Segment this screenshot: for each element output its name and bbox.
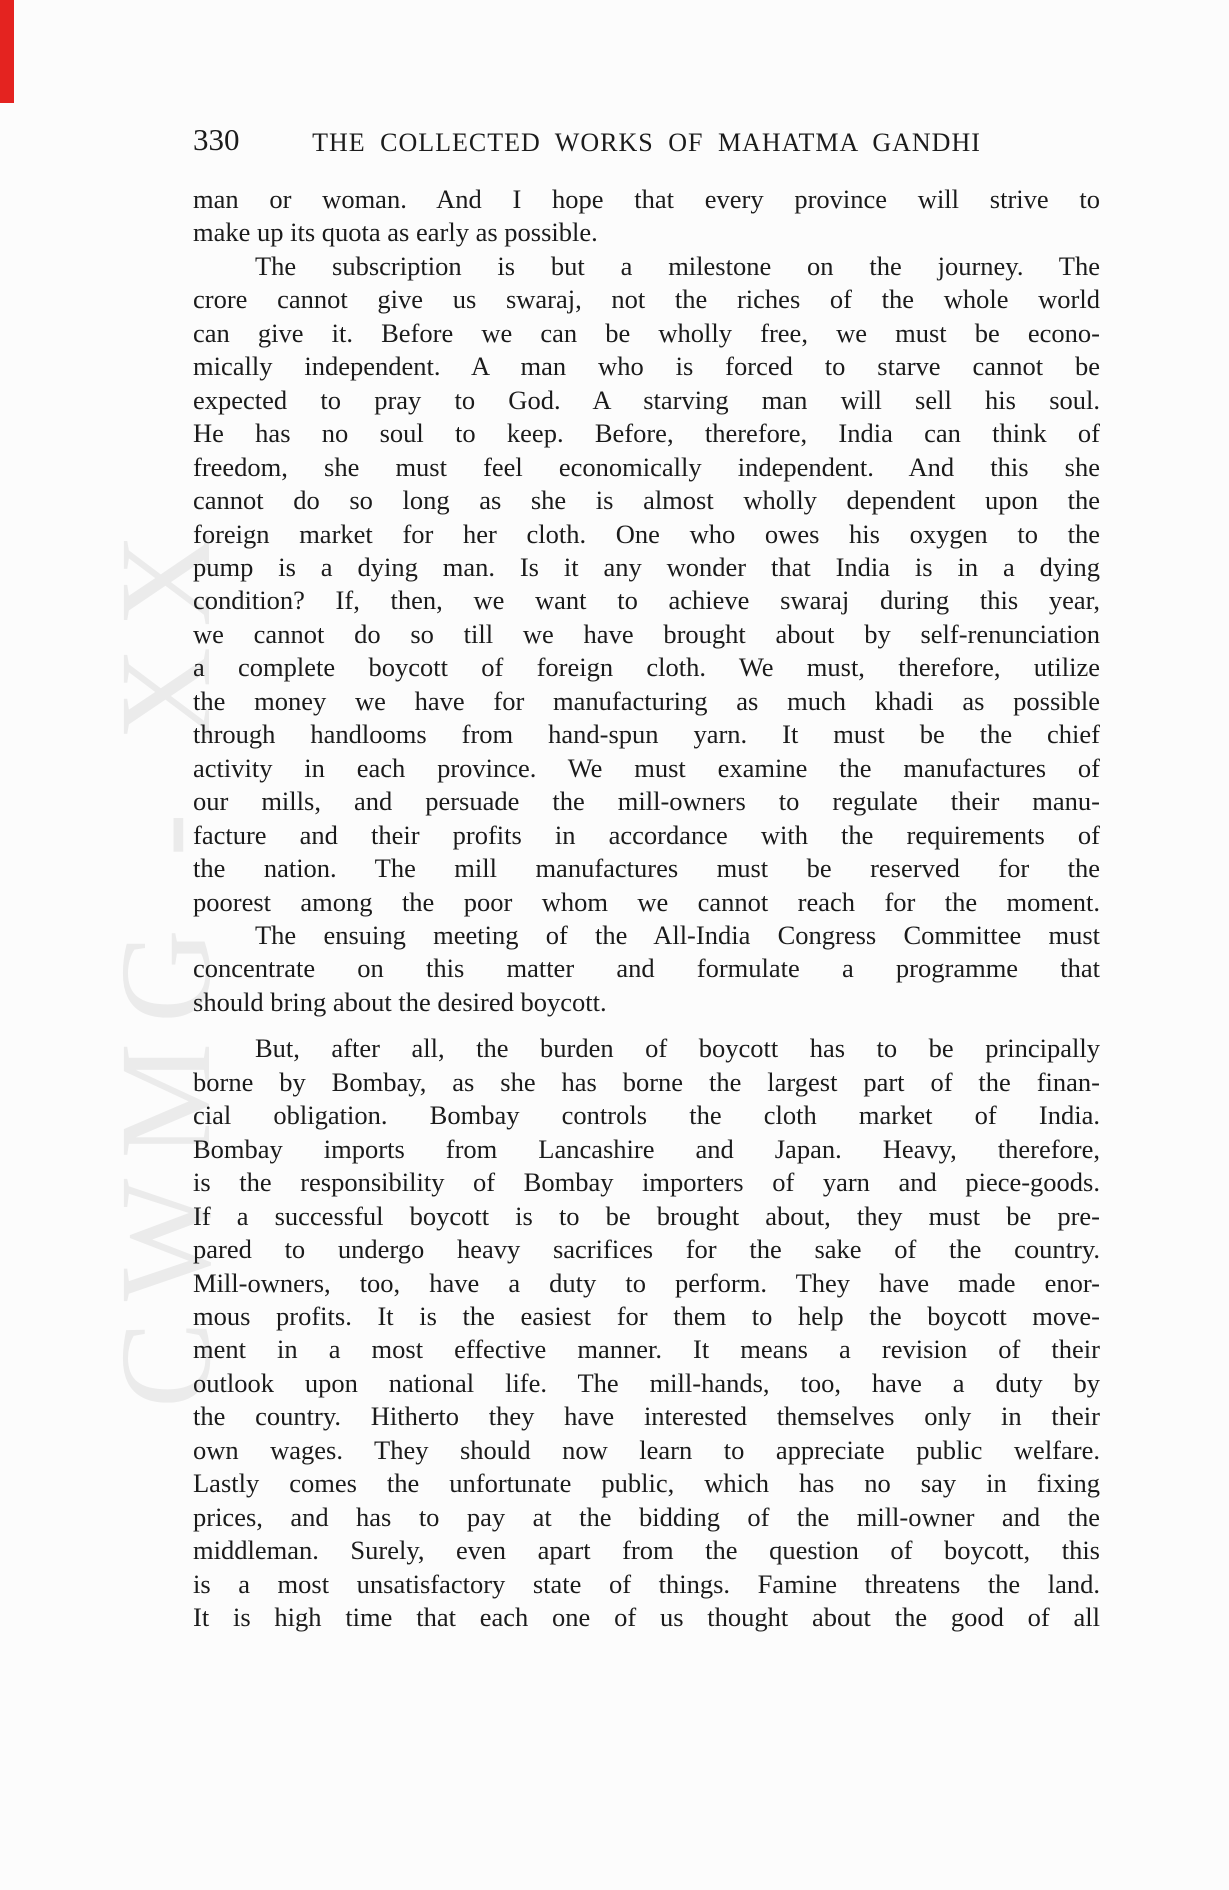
text-line: Lastly comes the unfortunate public, which has no say in fixing (193, 1468, 1100, 1499)
paragraph (193, 1032, 1100, 1634)
paragraph (193, 250, 1100, 919)
text-line: we cannot do so till we have brought about by self-renunciation (193, 618, 1100, 649)
text-line: activity in each province. We must examine the manufactures of (193, 752, 1100, 783)
text-line: He has no soul to keep. Before, therefore, India can think of (193, 418, 1100, 449)
watermark-text: CWMG - XX (94, 513, 238, 1408)
text-line: poorest among the poor whom we cannot reach for the moment. (193, 886, 1100, 917)
text-line: middleman. Surely, even apart from the question of boycott, this (193, 1535, 1100, 1566)
text-line: the country. Hitherto they have interested themselves only in their (193, 1401, 1100, 1432)
text-line: our mills, and persuade the mill-owners to regulate their manu- (193, 786, 1100, 817)
text-line: If a successful boycott is to be brought about, they must be pre- (193, 1200, 1100, 1231)
text-line: cannot do so long as she is almost wholly dependent upon the (193, 485, 1100, 516)
text-line: man or woman. And I hope that every province will strive to (193, 184, 1100, 214)
scan-red-mark (0, 0, 14, 103)
text-line: foreign market for her cloth. One who owes his oxygen to the (193, 518, 1100, 549)
page-number: 330 (193, 122, 240, 157)
text-line: pump is a dying man. Is it any wonder that India is in a dying (193, 551, 1100, 582)
text-line: The subscription is but a milestone on the journey. The (255, 250, 1100, 281)
text-line: The ensuing meeting of the All-India Congress Committee must (255, 919, 1100, 950)
text-line: a complete boycott of foreign cloth. We must, therefore, utilize (193, 652, 1100, 683)
text-line: facture and their profits in accordance with the requirements of (193, 819, 1100, 850)
text-line: is the responsibility of Bombay importers of yarn and piece-goods. (193, 1167, 1100, 1198)
paragraph (193, 183, 1100, 250)
running-title: THE COLLECTED WORKS OF MAHATMA GANDHI (312, 128, 981, 157)
text-line: But, after all, the burden of boycott has to be principally (255, 1033, 1100, 1064)
page-body (193, 183, 1100, 1634)
text-line: condition? If, then, we want to achieve swaraj during this year, (193, 585, 1100, 616)
text-line: make up its quota as early as possible. (193, 217, 598, 248)
text-line: Mill-owners, too, have a duty to perform. They have made enor- (193, 1267, 1100, 1298)
text-line: mous profits. It is the easiest for them to help the boycott move- (193, 1300, 1100, 1331)
text-line: concentrate on this matter and formulate a programme that (193, 953, 1100, 984)
text-line: the money we have for manufacturing as much khadi as possible (193, 685, 1100, 716)
text-line: the nation. The mill manufactures must be reserved for the (193, 853, 1100, 884)
text-line: own wages. They should now learn to appreciate public welfare. (193, 1434, 1100, 1465)
text-line: Bombay imports from Lancashire and Japan. Heavy, therefore, (193, 1133, 1100, 1164)
text-line: It is high time that each one of us thought about the good of all (193, 1602, 1100, 1633)
text-line: cial obligation. Bombay controls the cloth market of India. (193, 1100, 1100, 1131)
paragraph (193, 919, 1100, 1019)
text-line: expected to pray to God. A starving man will sell his soul. (193, 384, 1100, 415)
text-line: should bring about the desired boycott. (193, 986, 607, 1017)
text-line: outlook upon national life. The mill-hands, too, have a duty by (193, 1367, 1100, 1398)
text-line: through handlooms from hand-spun yarn. It must be the chief (193, 719, 1100, 750)
text-line: crore cannot give us swaraj, not the riches of the whole world (193, 284, 1100, 315)
text-line: freedom, she must feel economically independent. And this she (193, 451, 1100, 482)
text-line: borne by Bombay, as she has borne the largest part of the finan- (193, 1066, 1100, 1097)
text-line: can give it. Before we can be wholly free, we must be econo- (193, 317, 1100, 348)
text-line: ment in a most effective manner. It means a revision of their (193, 1334, 1100, 1365)
text-line: pared to undergo heavy sacrifices for the sake of the country. (193, 1234, 1100, 1265)
text-line: is a most unsatisfactory state of things. Famine threatens the land. (193, 1568, 1100, 1599)
text-line: mically independent. A man who is forced to starve cannot be (193, 351, 1100, 382)
page-header (193, 122, 1100, 160)
text-line: prices, and has to pay at the bidding of the mill-owner and the (193, 1501, 1100, 1532)
